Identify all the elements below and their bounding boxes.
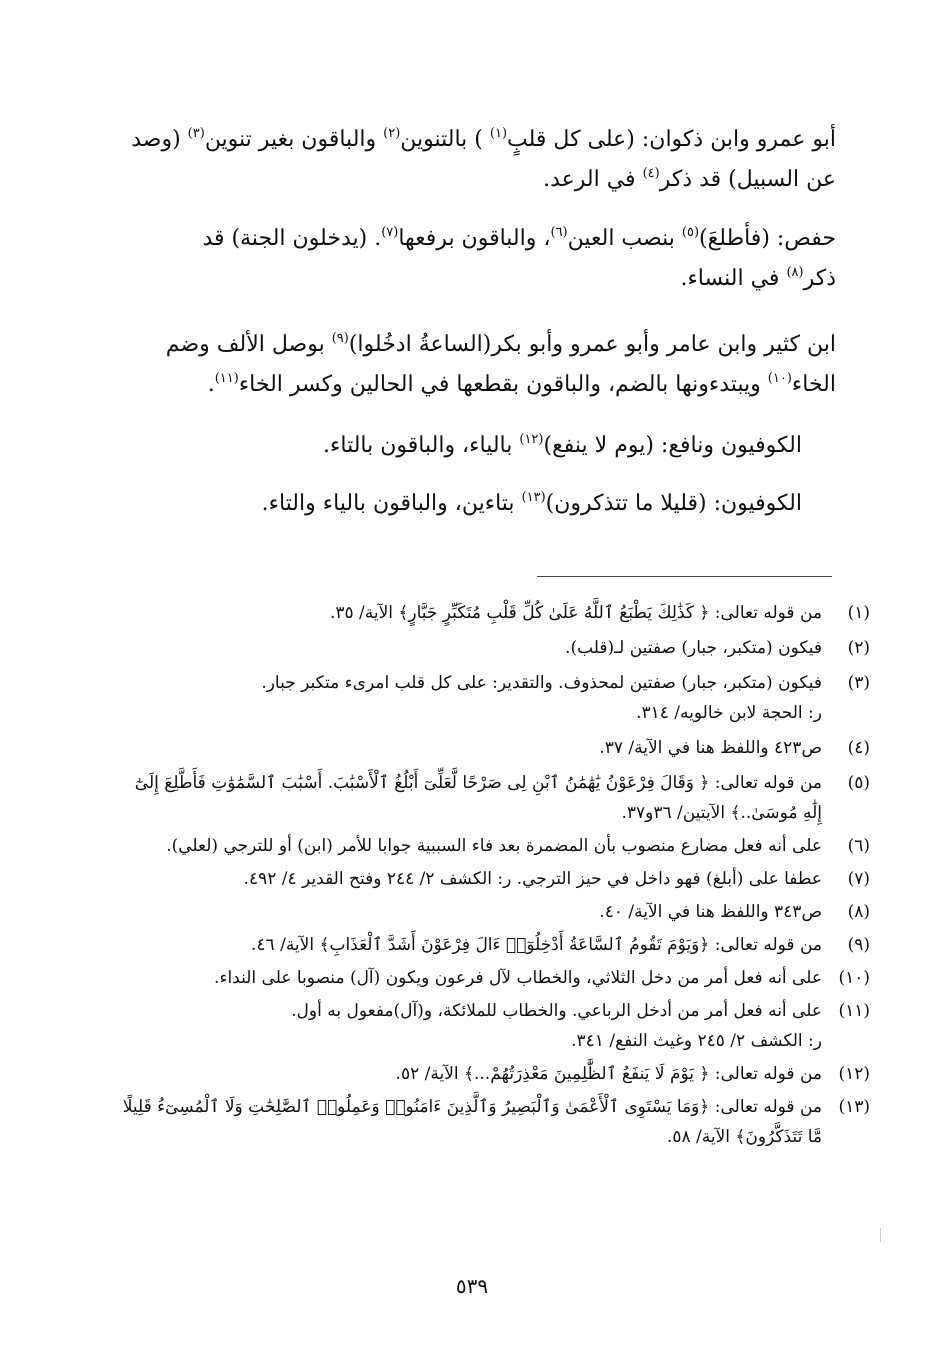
footnote-ref[interactable]: (١٢) xyxy=(519,432,544,447)
footnote-ref[interactable]: (٣) xyxy=(187,126,205,141)
footnote-ref[interactable]: (١٠) xyxy=(767,371,792,386)
text-run: بتاءين، والباقون بالياء والتاء. xyxy=(261,491,522,516)
text-run: ويبتدءونها بالضم، والباقون بقطعها في الحالين وكسر الخاء xyxy=(238,372,768,397)
footnote-text: عطفا على (أبلغ) فهو داخل في حيز الترجي. ر: الكشف ٢/ ٢٤٤ وفتح القدير ٤/ ٤٩٢. xyxy=(243,869,822,889)
footnote-number: (٥) xyxy=(847,773,870,793)
footnote-ref[interactable]: (٤) xyxy=(642,166,660,181)
footnote-text xyxy=(100,1092,822,1152)
footnote-line: من قوله تعالى: ﴿ وَقَالَ فِرْعَوْنُ يَٰهَٰمَٰنُ ٱبْنِ لِى صَرْحًا لَّعَلِّىٓ أَبْلُغُ ٱلْأَسْبَٰبَ. أَسْبَٰبَ ٱلسَّمَٰوَٰتِ فَأَطَّلِعَ إِلَىٰٓ xyxy=(134,773,822,793)
footnote-item xyxy=(100,768,870,828)
footnote-number: (٧) xyxy=(847,869,870,889)
footnote-number: (١٣) xyxy=(838,1097,870,1117)
text-run: بالياء، والباقون بالتاء. xyxy=(323,433,520,458)
text-run: أبو عمرو وابن ذكوان: (على كل قلبٍ xyxy=(507,127,836,152)
footnote-ref[interactable]: (١١) xyxy=(214,371,239,386)
footnote-number: (٩) xyxy=(847,935,870,955)
margin-mark xyxy=(880,1228,881,1242)
footnote-ref[interactable]: (١٣) xyxy=(521,490,546,505)
footnote-ref[interactable]: (٥) xyxy=(681,225,700,240)
text-run: بوصل الألف وضم xyxy=(165,332,332,357)
text-run: . (يدخلون الجنة) قد xyxy=(202,226,382,251)
footnote-number: (٣) xyxy=(847,673,870,693)
footnote-item xyxy=(100,963,870,993)
footnote-item xyxy=(100,733,870,763)
footnote-item xyxy=(100,633,870,663)
text-run: في الرعد. xyxy=(543,167,643,192)
text-run: في النساء. xyxy=(680,266,787,291)
footnote-number: (٤) xyxy=(847,738,870,758)
footnote-text: على أنه فعل أمر من دخل الثلاثي، والخطاب لآل فرعون ويكون (آل) منصوبا على النداء. xyxy=(214,968,822,988)
footnote-ref[interactable]: (٦) xyxy=(550,225,568,240)
footnote-item xyxy=(100,864,870,894)
text-run: (وصد xyxy=(131,127,188,152)
footnote-text xyxy=(100,768,822,828)
footnote-ref[interactable]: (١) xyxy=(489,126,508,141)
footnote-line: إِلَٰهِ مُوسَىٰ..﴾ الآيتين/ ٣٦و٣٧. xyxy=(621,803,822,823)
main-text xyxy=(96,120,836,200)
footnote-text xyxy=(100,668,822,728)
footnote-ref[interactable]: (٧) xyxy=(381,225,399,240)
footnote-item xyxy=(100,598,870,628)
footnote-item xyxy=(100,668,870,728)
footnote-text: من قوله تعالى: ﴿وَيَوْمَ تَقُومُ ٱلسَّاعَةُ أَدْخِلُوٓا۟ ءَالَ فِرْعَوْنَ أَشَدَّ ٱلْعَذَابِ﴾ الآية/ ٤٦. xyxy=(251,935,822,955)
text-run: الكوفيون ونافع: (يوم لا ينفع) xyxy=(543,433,802,458)
page-number: ٥٣٩ xyxy=(455,1274,489,1298)
text-run: حفص: (فأطلعَ) xyxy=(699,226,836,251)
footnote-number: (١١) xyxy=(838,1001,870,1021)
footnote-line: فيكون (متكبر، جبار) صفتين لمحذوف. والتقدير: على كل قلب امرىء متكبر جبار. xyxy=(261,673,822,693)
paragraph xyxy=(96,426,836,466)
footnote-item xyxy=(100,897,870,927)
text-run: عن السبيل) قد ذكر xyxy=(659,167,836,192)
footnote-text: من قوله تعالى: ﴿ يَوْمَ لَا يَنفَعُ ٱلظَّٰلِمِينَ مَعْذِرَتُهُمْ...﴾ الآية/ ٥٢. xyxy=(395,1064,822,1084)
footnote-line: على أنه فعل أمر من أدخل الرباعي. والخطاب للملائكة، و(آل)مفعول به أول. xyxy=(291,1001,822,1021)
footnote-item xyxy=(100,996,870,1056)
footnotes xyxy=(100,598,870,1152)
footnote-number: (١) xyxy=(847,603,870,623)
footnote-ref[interactable]: (٨) xyxy=(786,265,804,280)
footnote-item xyxy=(100,1059,870,1089)
text-run: الكوفيون: (قليلا ما تتذكرون) xyxy=(545,491,802,516)
footnote-line: ر: الكشف ٢/ ٢٤٥ وغيث النفع/ ٣٤١. xyxy=(571,1031,822,1051)
text-run: الخاء xyxy=(791,372,836,397)
footnote-ref[interactable]: (٩) xyxy=(331,331,349,346)
footnote-text xyxy=(100,996,822,1056)
footnote-item xyxy=(100,930,870,960)
footnote-line: مَّا تَتَذَكَّرُونَ﴾ الآية/ ٥٨. xyxy=(666,1127,822,1147)
footnote-text: ص٣٤٣ واللفظ هنا في الآية/ ٤٠. xyxy=(599,902,822,922)
text-run: بنصب العين xyxy=(567,226,682,251)
footnote-item xyxy=(100,1092,870,1152)
main-text xyxy=(96,219,836,299)
footnote-separator xyxy=(537,576,832,577)
footnote-item xyxy=(100,831,870,861)
footnote-number: (٢) xyxy=(847,638,870,658)
footnote-text: على أنه فعل مضارع منصوب بأن المضمرة بعد فاء السببية جوابا للأمر (ابن) أو للترجي (لعلي). xyxy=(166,836,822,856)
footnote-number: (٨) xyxy=(847,902,870,922)
paragraph xyxy=(96,325,836,405)
text-run: ذكر xyxy=(803,266,836,291)
footnote-number: (٦) xyxy=(847,836,870,856)
footnote-number: (١٠) xyxy=(838,968,870,988)
footnote-text: ص٤٢٣ واللفظ هنا في الآية/ ٣٧. xyxy=(599,738,822,758)
footnote-text: من قوله تعالى: ﴿ كَذَٰلِكَ يَطْبَعُ ٱللَّهُ عَلَىٰ كُلِّ قَلْبِ مُتَكَبِّرٍ جَبَّارٍ﴾ الآية/ ٣٥. xyxy=(329,603,822,623)
text-run: ابن كثير وابن عامر وأبو عمرو وأبو بكر(الساعةُ ادخُلوا) xyxy=(348,332,836,357)
footnote-line: ر: الحجة لابن خالويه/ ٣١٤. xyxy=(636,703,822,723)
text-run: ) بالتنوين xyxy=(400,127,490,152)
paragraph xyxy=(96,219,836,299)
text-run: ، والباقون برفعها xyxy=(398,226,551,251)
paragraph xyxy=(96,120,836,200)
main-text xyxy=(96,484,836,524)
text-run: والباقون بغير تنوين xyxy=(204,127,384,152)
paragraph xyxy=(96,484,836,524)
text-run: . xyxy=(207,372,215,397)
main-text xyxy=(96,325,836,405)
main-text xyxy=(96,426,836,466)
footnote-line: من قوله تعالى: ﴿وَمَا يَسْتَوِى ٱلْأَعْمَىٰ وَٱلْبَصِيرُ وَٱلَّذِينَ ءَامَنُوا۟ وَعَمِلُوا۟ ٱلصَّٰلِحَٰتِ وَلَا ٱلْمُسِىٓءُ قَلِيلًا xyxy=(122,1097,822,1117)
footnote-number: (١٢) xyxy=(838,1064,870,1084)
footnote-ref[interactable]: (٢) xyxy=(383,126,401,141)
footnote-text: فيكون (متكبر، جبار) صفتين لـ(قلب). xyxy=(565,638,822,658)
